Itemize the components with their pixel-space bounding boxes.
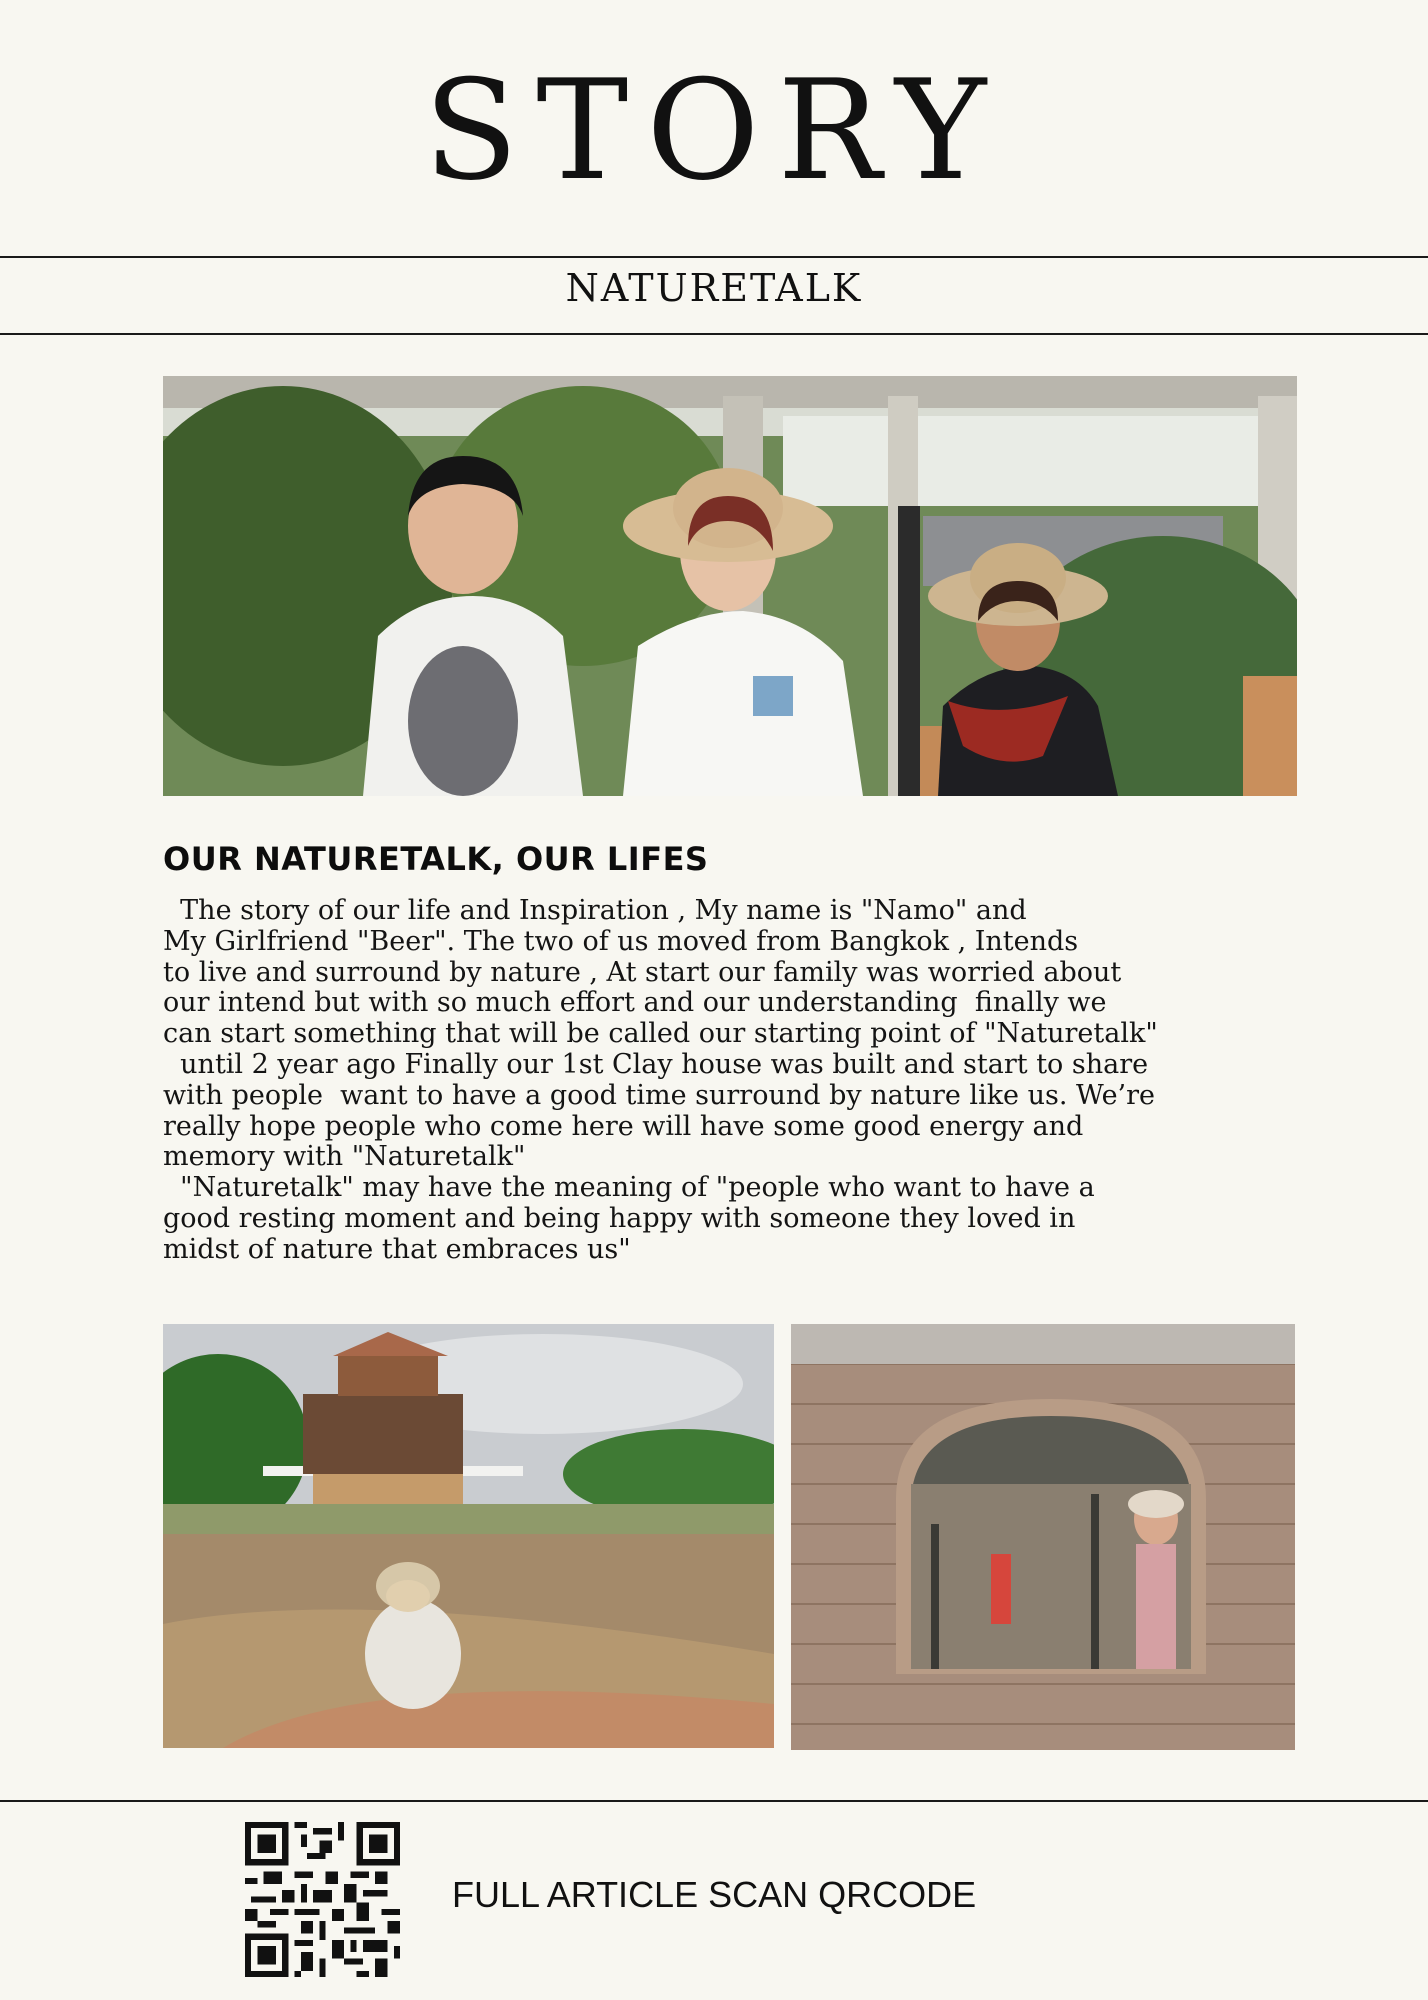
bottom-right-photo [791, 1324, 1295, 1750]
top-photo [163, 376, 1297, 796]
page-subtitle: NATURETALK [565, 266, 863, 310]
article-line: our intend but with so much effort and our understanding finally we [163, 987, 1107, 1019]
article-line: midst of nature that embraces us" [163, 1233, 631, 1265]
bottom-right-photo-illustration [791, 1324, 1295, 1750]
top-photo-illustration [163, 376, 1297, 796]
bottom-left-photo-illustration [163, 1324, 774, 1748]
article-body [163, 896, 1303, 1266]
qr-caption: FULL ARTICLE SCAN QRCODE [452, 1874, 977, 1915]
qr-code[interactable] [245, 1822, 400, 1977]
article-line: "Naturetalk" may have the meaning of "people who want to have a [163, 1172, 1095, 1204]
article-line: good resting moment and being happy with someone they loved in [163, 1202, 1076, 1234]
article-line: My Girlfriend "Beer". The two of us moved from Bangkok , Intends [163, 925, 1079, 957]
article-line: with people want to have a good time surround by nature like us. We’re [163, 1079, 1156, 1111]
subtitle-divider [0, 333, 1428, 335]
article-line: until 2 year ago Finally our 1st Clay house was built and start to share [163, 1048, 1149, 1080]
top-divider [0, 256, 1428, 258]
footer-divider [0, 1800, 1428, 1802]
article-line: The story of our life and Inspiration , My name is "Namo" and [163, 895, 1027, 926]
article-line: memory with "Naturetalk" [163, 1141, 526, 1173]
article-line: really hope people who come here will have some good energy and [163, 1110, 1084, 1142]
article-heading: OUR NATURETALK, OUR LIFES [163, 840, 709, 878]
bottom-left-photo [163, 1324, 774, 1748]
article-line: can start something that will be called our starting point of "Naturetalk" [163, 1018, 1158, 1050]
article-line: to live and surround by nature , At start our family was worried about [163, 956, 1122, 988]
page-title: STORY [423, 50, 1005, 211]
qr-code-icon [245, 1822, 400, 1977]
